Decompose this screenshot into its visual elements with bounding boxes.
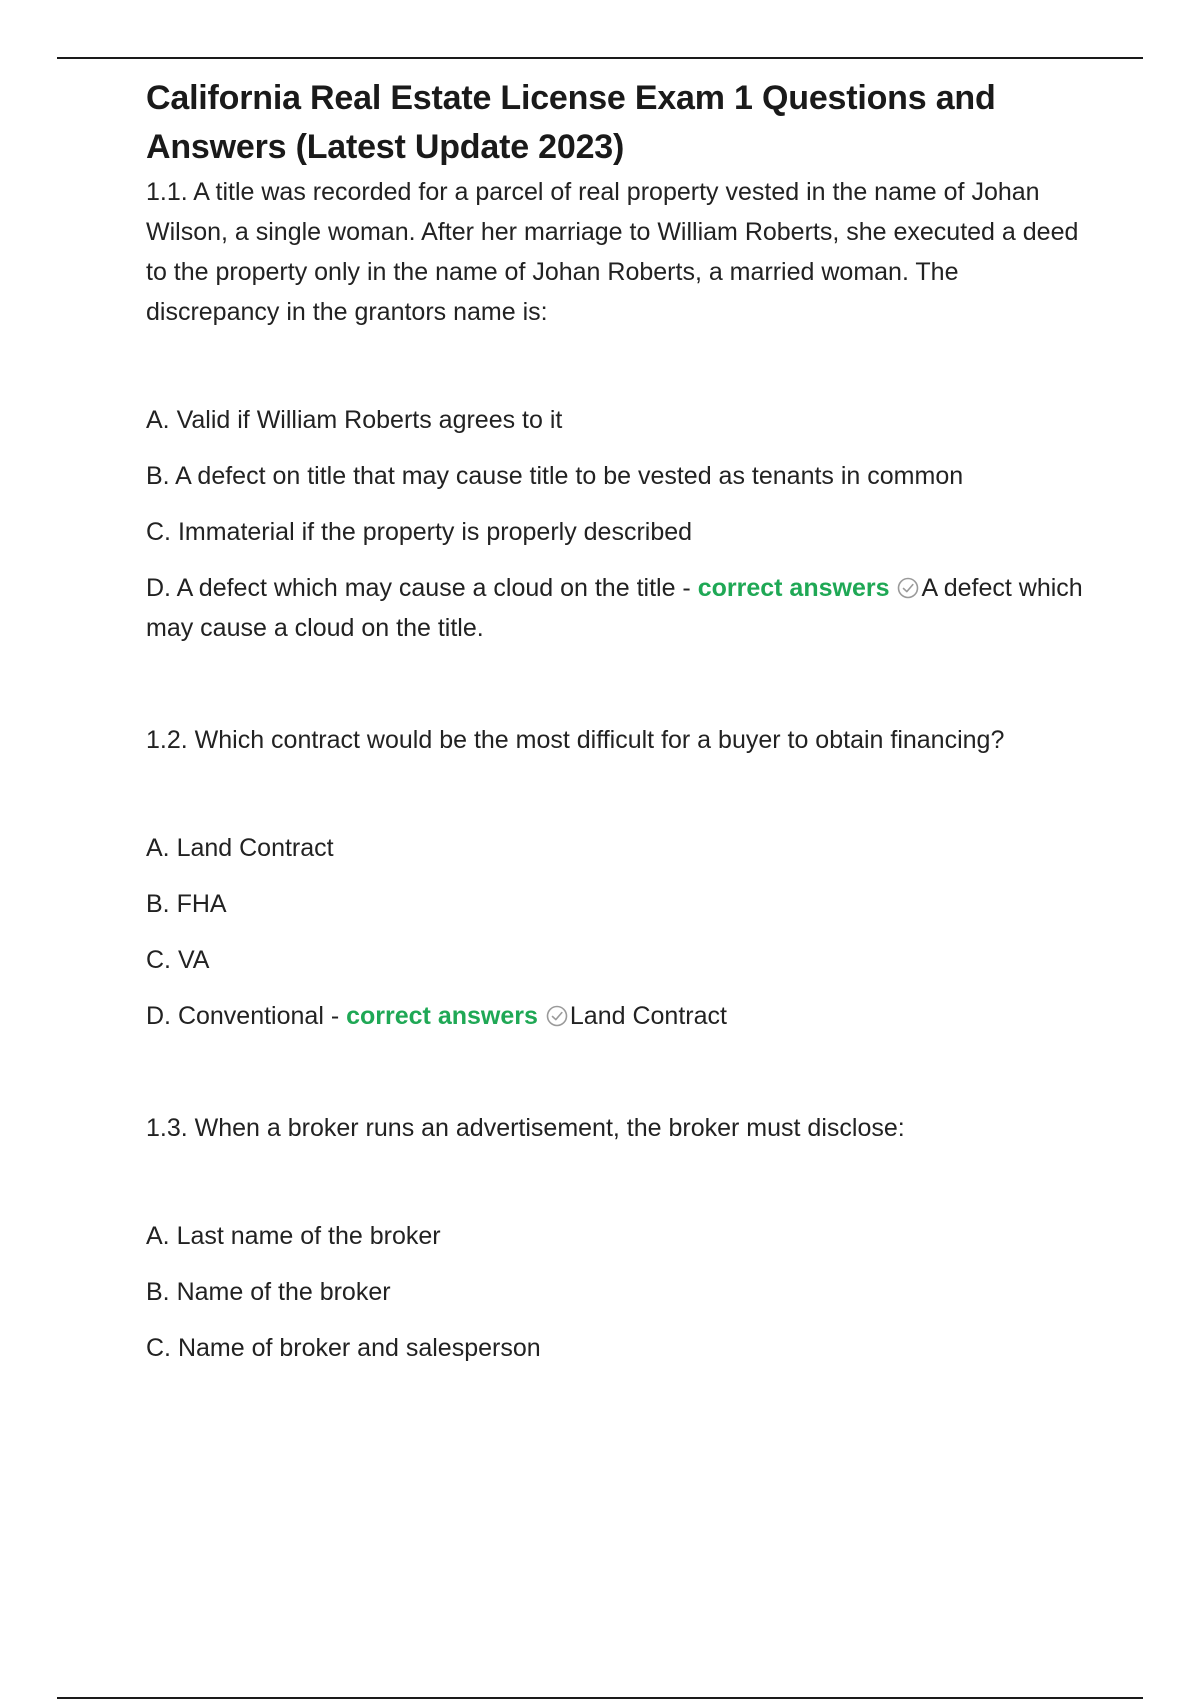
answer-option: A. Valid if William Roberts agrees to it (146, 406, 563, 434)
answer-option: C. Immaterial if the property is properly described (146, 518, 693, 546)
answer-option: A. Last name of the broker (146, 1222, 441, 1250)
top-rule (57, 57, 1143, 59)
question-block (146, 1108, 1086, 1368)
question-block (146, 172, 1086, 648)
correct-answer-text: Land Contract (569, 1002, 727, 1030)
question-text: 1.3. When a broker runs an advertisement, the broker must disclose: (146, 1114, 905, 1142)
option-text: D. A defect which may cause a cloud on the title - (146, 574, 691, 602)
document-title: California Real Estate License Exam 1 Questions and Answers (Latest Update 2023) (146, 79, 996, 166)
question-text: 1.2. Which contract would be the most difficult for a buyer to obtain financing? (146, 726, 1005, 754)
question-text: 1.1. A title was recorded for a parcel of real property vested in the name of Johan Wilson, a single woman. After her marriage to William Roberts, she executed a deed to the property only in the name of Johan Roberts, a married woman. The discrepancy in the grantors name is: (146, 178, 1079, 326)
check-circle-icon (897, 577, 919, 599)
bottom-rule (57, 1697, 1143, 1699)
answer-option: B. A defect on title that may cause title to be vested as tenants in common (146, 462, 964, 490)
answer-option-with-key (146, 568, 1086, 648)
answer-option: C. Name of broker and salesperson (146, 1334, 541, 1362)
answer-option: B. FHA (146, 890, 227, 918)
answer-option-with-key (146, 996, 1086, 1036)
question-block (146, 720, 1086, 1036)
option-text: D. Conventional - (146, 1002, 340, 1030)
correct-answers-label: correct answers (697, 574, 890, 602)
correct-answer-text: A defect which may cause a cloud on the title. (146, 574, 1083, 642)
answer-option: B. Name of the broker (146, 1278, 391, 1306)
correct-answers-label: correct answers (346, 1002, 538, 1030)
check-circle-icon (546, 1005, 568, 1027)
answer-option: C. VA (146, 946, 210, 974)
answer-option: A. Land Contract (146, 834, 334, 862)
document-body (146, 74, 1086, 1368)
